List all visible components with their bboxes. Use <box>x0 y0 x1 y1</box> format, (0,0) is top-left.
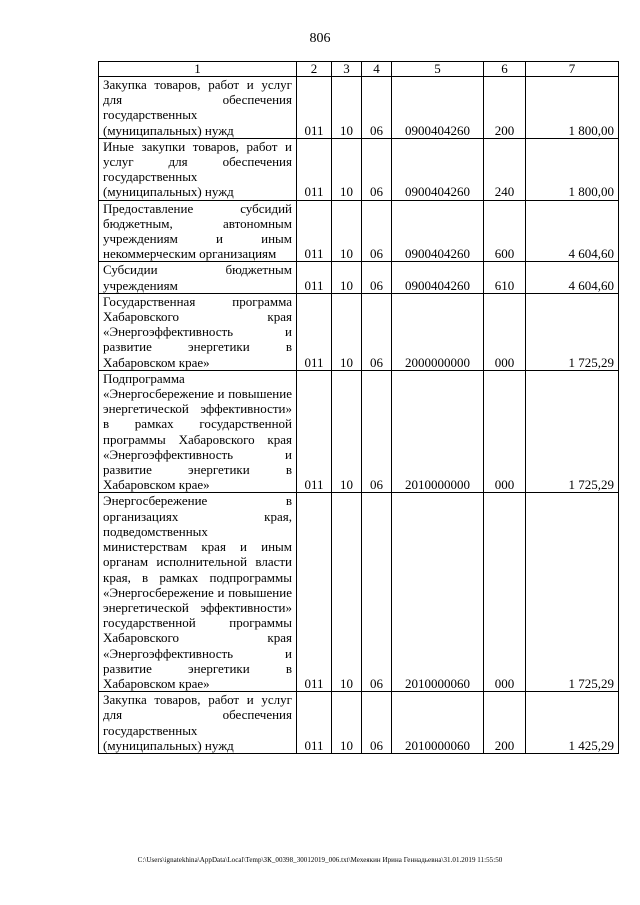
row-code-csr: 0900404260 <box>392 200 484 262</box>
row-name: Иные закупки товаров, работ и услуг для обеспечения государственных (муниципальных) нужд <box>99 138 297 200</box>
column-header-7: 7 <box>526 62 619 77</box>
row-amount: 1 725,29 <box>526 493 619 692</box>
row-name: Субсидии бюджетным учреждениям <box>99 262 297 293</box>
budget-table <box>98 61 619 754</box>
row-amount: 4 604,60 <box>526 262 619 293</box>
row-code-gr: 011 <box>297 692 332 754</box>
column-header-6: 6 <box>484 62 526 77</box>
footer-file-path: C:\Users\ignatekhina\AppData\Local\Temp\ЗК_00398_30012019_006.txt\Мехеякин Ирина Геннадьевна\31.01.2019 11:55:50 <box>137 856 503 864</box>
row-name: Закупка товаров, работ и услуг для обеспечения государственных (муниципальных) нужд <box>99 692 297 754</box>
table-row <box>99 262 619 293</box>
table-header-row <box>99 62 619 77</box>
row-code-rz: 10 <box>332 200 362 262</box>
row-code-pr: 06 <box>362 200 392 262</box>
row-name: Энергосбережение в организациях края, подведомственных министерствам края и иным органам исполнительной власти края, в рамках подпрограммы «Энергосбережение и повышение энергетической эффективности» государственной программы Хабаровского края «Энергоэффективность и развитие энергетики в Хабаровском крае» <box>99 493 297 692</box>
row-code-vr: 000 <box>484 493 526 692</box>
row-code-rz: 10 <box>332 77 362 139</box>
row-amount: 1 800,00 <box>526 138 619 200</box>
page-number: 806 <box>309 31 331 46</box>
row-code-pr: 06 <box>362 293 392 370</box>
row-name: Закупка товаров, работ и услуг для обеспечения государственных (муниципальных) нужд <box>99 77 297 139</box>
row-code-csr: 2010000060 <box>392 692 484 754</box>
row-code-pr: 06 <box>362 138 392 200</box>
row-code-pr: 06 <box>362 262 392 293</box>
row-code-rz: 10 <box>332 293 362 370</box>
row-amount: 1 725,29 <box>526 293 619 370</box>
row-code-pr: 06 <box>362 77 392 139</box>
row-code-csr: 0900404260 <box>392 262 484 293</box>
row-code-pr: 06 <box>362 370 392 493</box>
table-row <box>99 77 619 139</box>
row-code-rz: 10 <box>332 493 362 692</box>
row-code-gr: 011 <box>297 200 332 262</box>
table-row <box>99 200 619 262</box>
table-row <box>99 293 619 370</box>
column-header-3: 3 <box>332 62 362 77</box>
column-header-1: 1 <box>99 62 297 77</box>
row-code-vr: 000 <box>484 293 526 370</box>
row-code-gr: 011 <box>297 262 332 293</box>
row-code-vr: 200 <box>484 77 526 139</box>
column-header-4: 4 <box>362 62 392 77</box>
row-code-rz: 10 <box>332 370 362 493</box>
table-row <box>99 692 619 754</box>
row-code-vr: 000 <box>484 370 526 493</box>
row-code-vr: 200 <box>484 692 526 754</box>
row-code-csr: 0900404260 <box>392 138 484 200</box>
column-header-2: 2 <box>297 62 332 77</box>
row-code-csr: 2010000060 <box>392 493 484 692</box>
row-code-csr: 2010000000 <box>392 370 484 493</box>
row-code-vr: 600 <box>484 200 526 262</box>
column-header-5: 5 <box>392 62 484 77</box>
row-code-gr: 011 <box>297 493 332 692</box>
table-row <box>99 138 619 200</box>
row-code-vr: 240 <box>484 138 526 200</box>
row-code-csr: 0900404260 <box>392 77 484 139</box>
row-code-rz: 10 <box>332 692 362 754</box>
row-name: Подпрограмма «Энергосбережение и повышение энергетической эффективности» в рамках государственной программы Хабаровского края «Энергоэффективность и развитие энергетики в Хабаровском крае» <box>99 370 297 493</box>
row-name: Государственная программа Хабаровского края «Энергоэффективность и развитие энергетики в Хабаровском крае» <box>99 293 297 370</box>
row-name: Предоставление субсидий бюджетным, автономным учреждениям и иным некоммерческим организациям <box>99 200 297 262</box>
row-amount: 1 800,00 <box>526 77 619 139</box>
row-code-rz: 10 <box>332 138 362 200</box>
table-row <box>99 370 619 493</box>
row-code-gr: 011 <box>297 138 332 200</box>
row-code-vr: 610 <box>484 262 526 293</box>
row-code-rz: 10 <box>332 262 362 293</box>
row-code-gr: 011 <box>297 293 332 370</box>
row-code-gr: 011 <box>297 370 332 493</box>
row-code-pr: 06 <box>362 493 392 692</box>
row-code-gr: 011 <box>297 77 332 139</box>
row-code-pr: 06 <box>362 692 392 754</box>
row-amount: 4 604,60 <box>526 200 619 262</box>
row-amount: 1 425,29 <box>526 692 619 754</box>
row-amount: 1 725,29 <box>526 370 619 493</box>
table-row <box>99 493 619 692</box>
row-code-csr: 2000000000 <box>392 293 484 370</box>
